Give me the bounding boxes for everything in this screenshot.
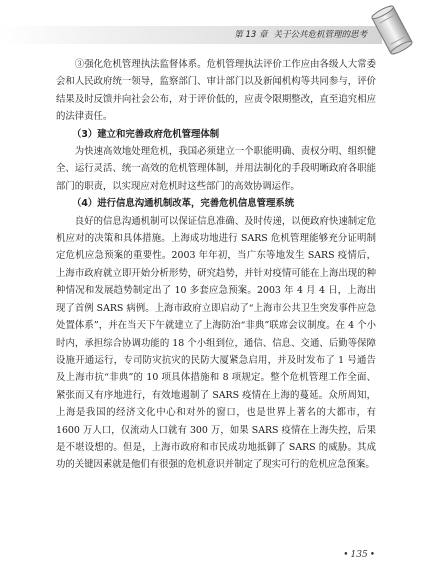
- paragraph-shanghai-sars: 良好的信息沟通机制可以保证信息准确、及时传递，以便政府快速制定危机应对的决策和具体措施。上海成功地进行 SARS 危机管理能够充分证明制定危机应急预案的重要性。2003 年年初，当广东等地发生 SARS 疫情后，上海市政府就立即开始分析形势，研究趋势，并针对疫情可能在上海出现的种种情况和发展趋势制定出了 10 多套应急预案。2003 年 4 月 4 日，上海出现了首例 SARS 病例。上海市政府立即启动了“上海市公共卫生突发事件应急处置体系”，并在当天下午就建立了上海防治“非典”联席会议制度。在 4 个小时内，承担综合协调功能的 18 个小组到位，通信、信息、交通、后勤等保障设施开通运行，专司防灾抗灾的民防大厦紧急启用，并及时发布了 1 号通告及上海市抗“非典”的 10 项具体措施和 8 项规定。整个危机管理工作全面、紧张而又有序地进行，有效地遏制了 SARS 疫情在上海的蔓延。众所周知，上海是我国的经济文化中心和对外的窗口，也是世界上著名的大都市，有 1600 万人口，仅流动人口就有 300 万，如果 SARS 疫情在上海失控，后果是不堪设想的。但是，上海市政府和市民成功地抵御了 SARS 的威胁。其成功的关键因素就是他们有很强的危机意识并制定了现实可行的危机应急预案。: [56, 215, 376, 471]
- footer-bullet-trailing: •: [369, 550, 375, 560]
- scroll-emblem-icon: [366, 4, 418, 56]
- running-header: [234, 28, 367, 40]
- page-footer: [343, 550, 375, 560]
- paragraph-management-system: 为快速高效地处理危机，我国必须建立一个职能明确、责权分明、组织健全、运行灵活、统一高效的危机管理体制，并用法制化的手段明晰政府各职能部门的职责，以实现应对危机时这些部门的高效协调运作。: [56, 146, 376, 192]
- section-heading-4: （4）进行信息沟通机制改革，完善危机信息管理系统: [71, 198, 295, 210]
- page-number: 135: [350, 550, 368, 560]
- page-body: [56, 56, 376, 474]
- chapter-number: 第 13 章: [234, 30, 268, 40]
- footer-bullet: •: [343, 550, 349, 560]
- chapter-title: 关于公共危机管理的思考: [273, 30, 367, 40]
- paragraph-oversight: ③强化危机管理执法监督体系。危机管理执法评价工作应由各级人大常委会和人民政府统一领导，监察部门、审计部门以及新闻机构等共同参与，评价结果及时反馈并向社会公布，对于评价低的，应责令限期整改，直至追究相应的法律责任。: [56, 59, 376, 123]
- section-heading-3: （3）建立和完善政府危机管理体制: [71, 128, 220, 140]
